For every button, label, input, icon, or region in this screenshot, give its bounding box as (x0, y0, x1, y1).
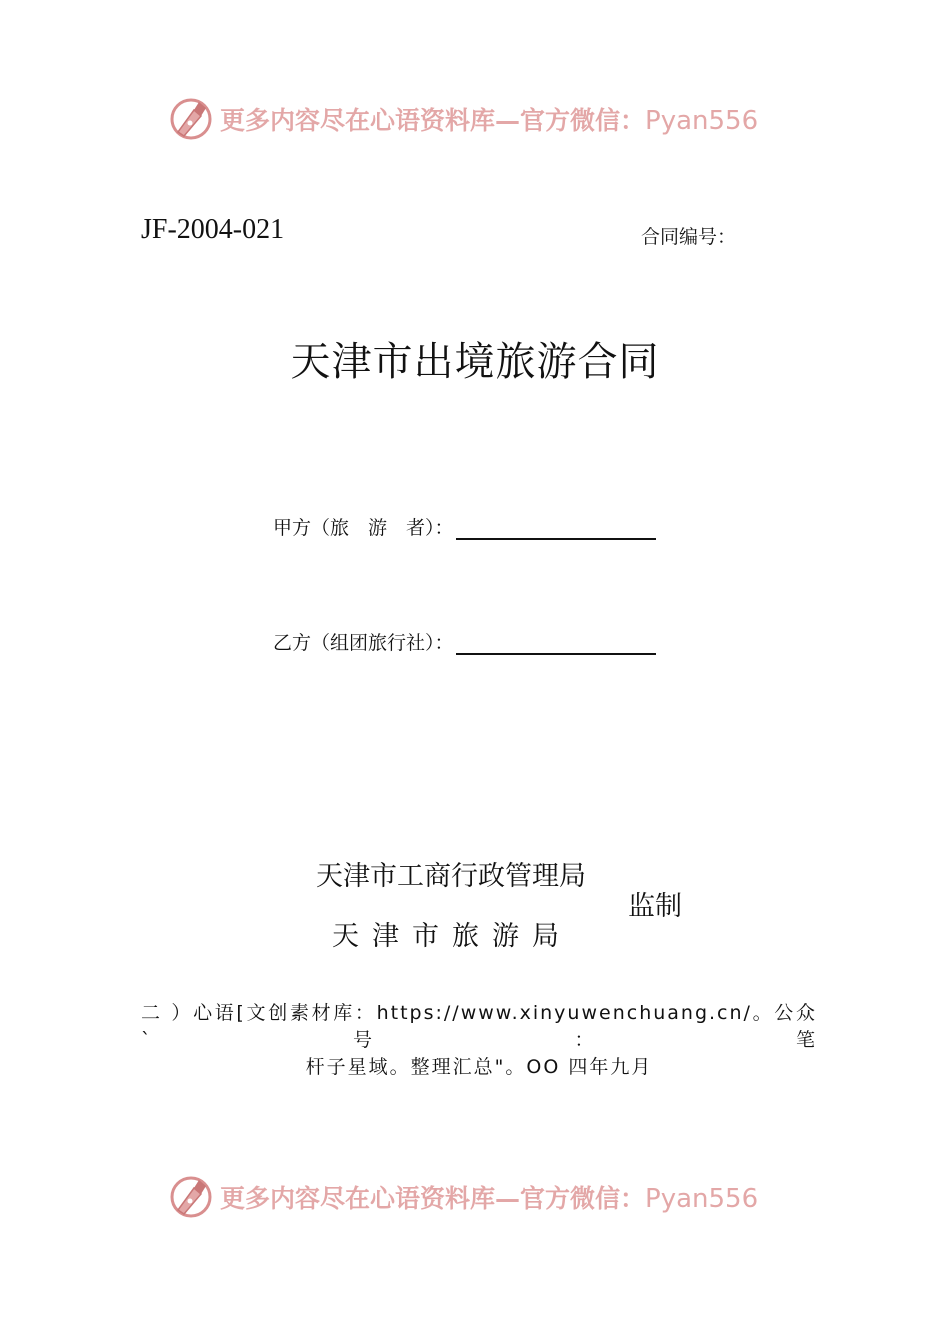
footer-note-line-1: 二 ）心语[文创素材库：https://www.xinyuwenchuang.cn/。公众`号：笔 (141, 1002, 817, 1051)
watermark-text-cn: 更多内容尽在心语资料库—官方微信： (220, 1184, 646, 1213)
authority-supervise-label: 监制 (628, 891, 682, 922)
watermark-text (220, 101, 758, 137)
watermark-banner-bottom (168, 1172, 808, 1222)
party-a-blank-line (456, 516, 656, 540)
watermark-text (220, 1179, 758, 1215)
footer-note (141, 1000, 817, 1081)
party-b-label: 乙方（组团旅行社）： (273, 632, 454, 654)
footer-note-line-2: 杆子星域。整理汇总"。OO 四年九月 (305, 1056, 653, 1078)
party-b-blank-line (456, 631, 656, 655)
authority-commerce-bureau: 天津市工商行政管理局 (316, 861, 586, 892)
pen-nib-logo-icon (168, 1174, 214, 1220)
watermark-text-latin: Pyan556 (645, 106, 759, 136)
authority-tourism-bureau: 天津市旅游局 (332, 921, 572, 952)
party-a-label: 甲方（旅 游 者）： (273, 517, 454, 539)
watermark-banner-top (168, 94, 808, 144)
party-b-row (273, 628, 656, 655)
watermark-text-latin: Pyan556 (645, 1184, 759, 1214)
contract-number-label: 合同编号： (641, 226, 737, 248)
document-title: 天津市出境旅游合同 (290, 339, 660, 385)
party-a-row (273, 513, 656, 540)
watermark-text-cn: 更多内容尽在心语资料库—官方微信： (220, 106, 646, 135)
document-code: JF-2004-021 (141, 214, 285, 245)
pen-nib-logo-icon (168, 96, 214, 142)
